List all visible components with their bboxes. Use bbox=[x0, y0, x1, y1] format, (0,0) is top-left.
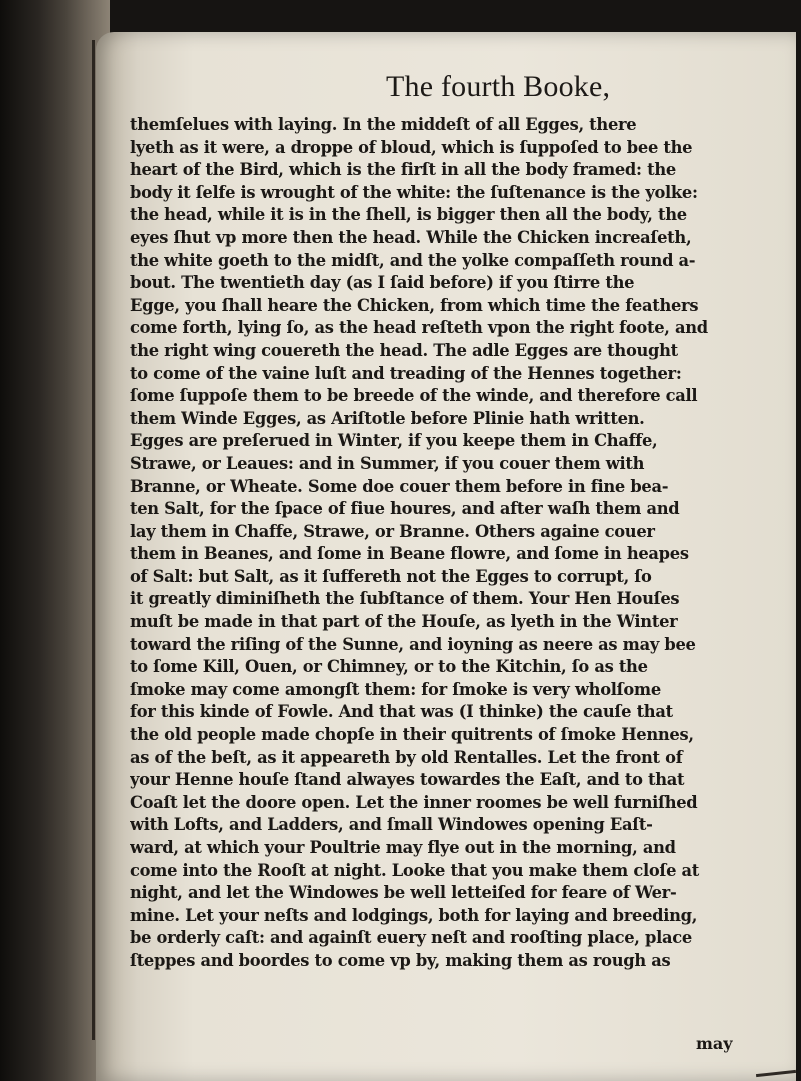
text-line: body it ſelfe is wrought of the white: the ſuſtenance is the yolke: bbox=[130, 182, 698, 202]
text-line: Egge, you ſhall heare the Chicken, from which time the feathers bbox=[130, 295, 699, 315]
text-line: ſteppes and boordes to come vp by, making them as rough as bbox=[130, 950, 671, 970]
text-line: the old people made chopſe in their quitrents of ſmoke Hennes, bbox=[130, 725, 694, 745]
text-line: night, and let the Windowes be well letteiſed for feare of Wer- bbox=[130, 883, 677, 903]
text-line: Egges are preſerued in Winter, if you keepe them in Chaffe, bbox=[130, 431, 658, 451]
text-line: as of the beſt, as it appeareth by old Rentalles. Let the front of bbox=[130, 747, 683, 767]
spine-fold bbox=[92, 40, 95, 1040]
text-line: bout. The twentieth day (as I ſaid before) if you ſtirre the bbox=[130, 273, 635, 293]
text-line: the head, while it is in the ſhell, is bigger then all the body, the bbox=[130, 205, 687, 225]
text-line: to come of the vaine luſt and treading of the Hennes together: bbox=[130, 363, 682, 383]
running-head: The fourth Booke, bbox=[386, 70, 611, 103]
text-line: mine. Let your neſts and lodgings, both for laying and breeding, bbox=[130, 905, 698, 925]
text-line: lay them in Chaffe, Strawe, or Branne. Others againe couer bbox=[130, 521, 655, 541]
text-line: Strawe, or Leaues: and in Summer, if you couer them with bbox=[130, 453, 645, 473]
text-line: the right wing couereth the head. The adle Egges are thought bbox=[130, 340, 678, 360]
text-line: it greatly diminiſheth the ſubſtance of them. Your Hen Houſes bbox=[130, 589, 680, 609]
text-line: Branne, or Wheate. Some doe couer them before in fine bea- bbox=[130, 476, 669, 496]
text-line: for this kinde of Fowle. And that was (I thinke) the cauſe that bbox=[130, 702, 673, 722]
text-line: your Henne houſe ſtand alwayes towardes the Eaſt, and to that bbox=[130, 770, 685, 790]
text-line: them Winde Egges, as Ariſtotle before Plinie hath written. bbox=[130, 408, 645, 428]
text-line: the white goeth to the midſt, and the yolke compaſſeth round a- bbox=[130, 250, 696, 270]
text-line: ſmoke may come amongſt them: for ſmoke is very wholſome bbox=[130, 679, 661, 699]
text-line: themſelues with laying. In the middeſt of all Egges, there bbox=[130, 115, 637, 134]
text-line: come forth, lying ſo, as the head reſteth vpon the right foote, and bbox=[130, 318, 708, 338]
text-line: heart of the Bird, which is the firſt in all the body framed: the bbox=[130, 160, 676, 180]
text-line: lyeth as it were, a droppe of bloud, which is ſuppoſed to bee the bbox=[130, 137, 693, 157]
text-line: Coaſt let the doore open. Let the inner roomes be well furniſhed bbox=[130, 792, 698, 812]
text-line: toward the riſing of the Sunne, and ioyning as neere as may bee bbox=[130, 634, 696, 654]
text-line: to ſome Kill, Ouen, or Chimney, or to the Kitchin, ſo as the bbox=[130, 657, 648, 677]
text-line: come into the Rooſt at night. Looke that you make them cloſe at bbox=[130, 860, 700, 880]
book-page bbox=[96, 32, 796, 1081]
body-text bbox=[130, 114, 780, 973]
text-line: with Lofts, and Ladders, and ſmall Windowes opening Eaſt- bbox=[130, 815, 653, 835]
text-line: eyes ſhut vp more then the head. While the Chicken increaſeth, bbox=[130, 227, 692, 247]
text-line: ten Salt, for the ſpace of fiue houres, and after waſh them and bbox=[130, 499, 680, 519]
text-line: be orderly caſt: and againſt euery neſt and rooſting place, place bbox=[130, 928, 692, 948]
text-line: ward, at which your Poultrie may flye out in the morning, and bbox=[130, 838, 676, 857]
text-line: ſome ſuppoſe them to be breede of the winde, and therefore call bbox=[130, 386, 698, 406]
page-corner-mark bbox=[756, 1070, 796, 1077]
catchword: may bbox=[696, 1034, 733, 1053]
text-line: of Salt: but Salt, as it ſuffereth not the Egges to corrupt, ſo bbox=[130, 566, 652, 586]
text-line: them in Beanes, and ſome in Beane flowre, and ſome in heapes bbox=[130, 544, 689, 564]
text-line: muſt be made in that part of the Houſe, as lyeth in the Winter bbox=[130, 612, 678, 632]
